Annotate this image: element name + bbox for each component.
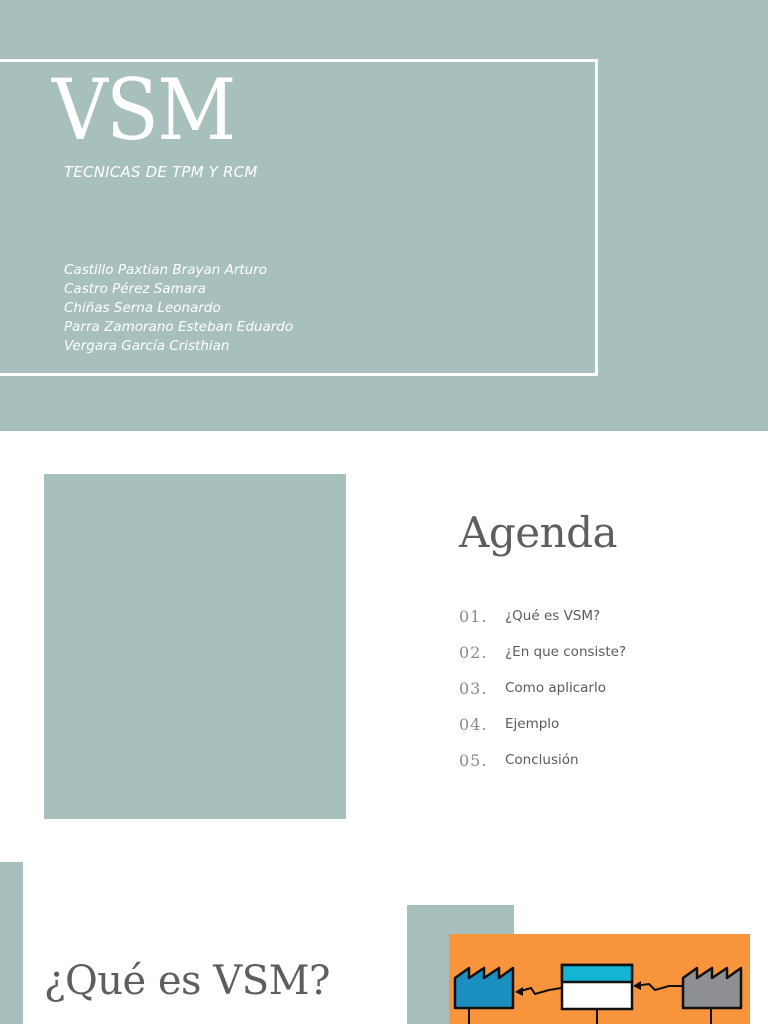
agenda-label: ¿Qué es VSM? bbox=[505, 608, 601, 624]
section-title: ¿Qué es VSM? bbox=[44, 958, 330, 1004]
agenda-number: 03. bbox=[459, 678, 488, 698]
agenda-number: 01. bbox=[459, 606, 488, 626]
author-name: Vergara García Cristhian bbox=[64, 338, 230, 354]
agenda-item bbox=[459, 706, 626, 742]
author-name: Castro Pérez Samara bbox=[64, 281, 206, 297]
agenda-number: 05. bbox=[459, 750, 488, 770]
supplier-factory-icon bbox=[455, 968, 513, 1024]
agenda-item bbox=[459, 598, 626, 634]
agenda-label: Conclusión bbox=[505, 752, 579, 768]
presentation-subtitle: TECNICAS DE TPM Y RCM bbox=[64, 163, 258, 181]
electronic-flow-arrow-icon bbox=[633, 981, 683, 990]
agenda-image-placeholder bbox=[44, 474, 346, 819]
agenda-item bbox=[459, 742, 626, 778]
vsm-diagram bbox=[449, 934, 750, 1024]
agenda-label: Ejemplo bbox=[505, 716, 560, 732]
electronic-flow-arrow-icon bbox=[515, 987, 561, 996]
author-name: Castillo Paxtian Brayan Arturo bbox=[64, 262, 268, 278]
agenda-title: Agenda bbox=[459, 508, 618, 557]
agenda-item bbox=[459, 634, 626, 670]
vsm-diagram-image bbox=[449, 934, 750, 1024]
agenda-list bbox=[459, 598, 626, 778]
agenda-number: 02. bbox=[459, 642, 488, 662]
production-control-icon bbox=[562, 965, 632, 1024]
agenda-label: ¿En que consiste? bbox=[505, 644, 627, 660]
presentation-title: VSM bbox=[52, 61, 235, 159]
agenda-item bbox=[459, 670, 626, 706]
author-list bbox=[64, 261, 293, 356]
author-name: Chiñas Serna Leonardo bbox=[64, 300, 221, 316]
customer-factory-icon bbox=[683, 968, 741, 1024]
agenda-label: Como aplicarlo bbox=[505, 680, 606, 696]
title-slide bbox=[0, 0, 768, 431]
accent-strip bbox=[0, 862, 23, 1024]
author-name: Parra Zamorano Esteban Eduardo bbox=[64, 319, 294, 335]
agenda-number: 04. bbox=[459, 714, 488, 734]
